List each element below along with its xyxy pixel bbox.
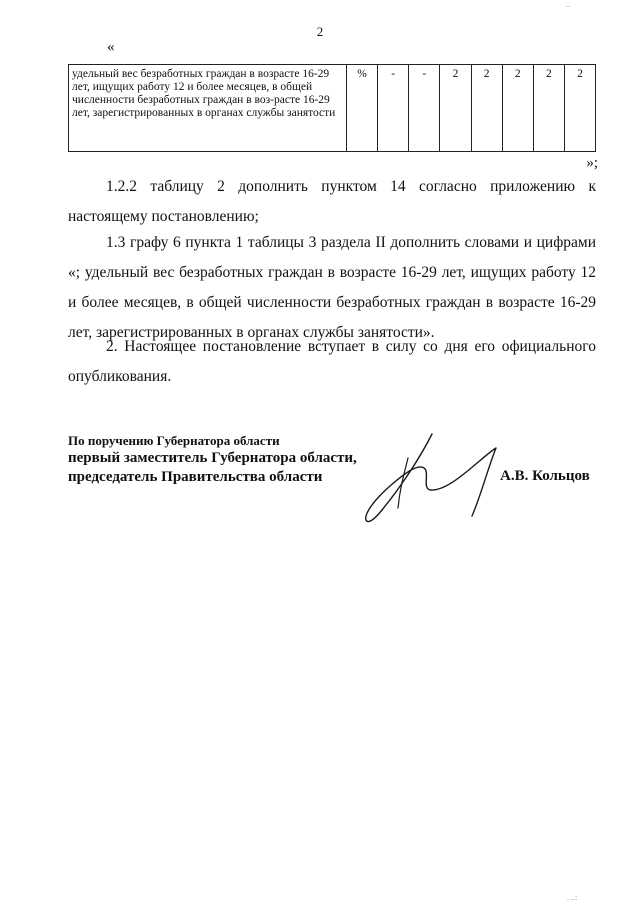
value-cell: 2 [471,65,502,152]
indicator-table [68,64,596,152]
unit-cell: % [347,65,378,152]
paragraph-2: 2. Настоящее постановление вступает в силу со дня его официального опубликования. [68,338,596,385]
value-cell: - [409,65,440,152]
indicator-description: удельный вес безработных граждан в возрасте 16-29 лет, ищущих работу 12 и более месяцев, в общей численности безработных граждан в воз-расте 16-29 лет, зарегистрированных в органах службы занятости [69,65,347,152]
paragraph-1-3: 1.3 графу 6 пункта 1 таблицы 3 раздела II дополнить словами и цифрами «; удельный вес безработных граждан в возрасте 16-29 лет, ищущих работу 12 и более месяцев, в общей численности безработных граждан в возрасте 16-29 лет, зарегистрированных в органах службы занятости». [68,234,596,341]
closing-quote-mark: »; [586,155,598,171]
handwritten-signature [360,428,510,528]
signatory-name: А.В. Кольцов [500,468,590,484]
value-cell: 2 [533,65,564,152]
opening-quote-mark: « [107,39,115,55]
page-number: 2 [316,24,324,39]
value-cell: 2 [440,65,471,152]
signatory-role-line: первый заместитель Губернатора области, [68,450,357,466]
value-cell: 2 [564,65,595,152]
scan-corner-mark: .. [566,0,570,9]
paragraph-1-2-2: 1.2.2 таблицу 2 дополнить пунктом 14 согласно приложению к настоящему постановлению; [68,178,596,225]
signature-note: По поручению Губернатора области [68,433,280,448]
scan-corner-mark: . ..: [567,893,578,902]
signatory-role-line: председатель Правительства области [68,469,323,485]
table-row [69,65,596,152]
signatory-role [68,449,357,487]
value-cell: - [378,65,409,152]
value-cell: 2 [502,65,533,152]
